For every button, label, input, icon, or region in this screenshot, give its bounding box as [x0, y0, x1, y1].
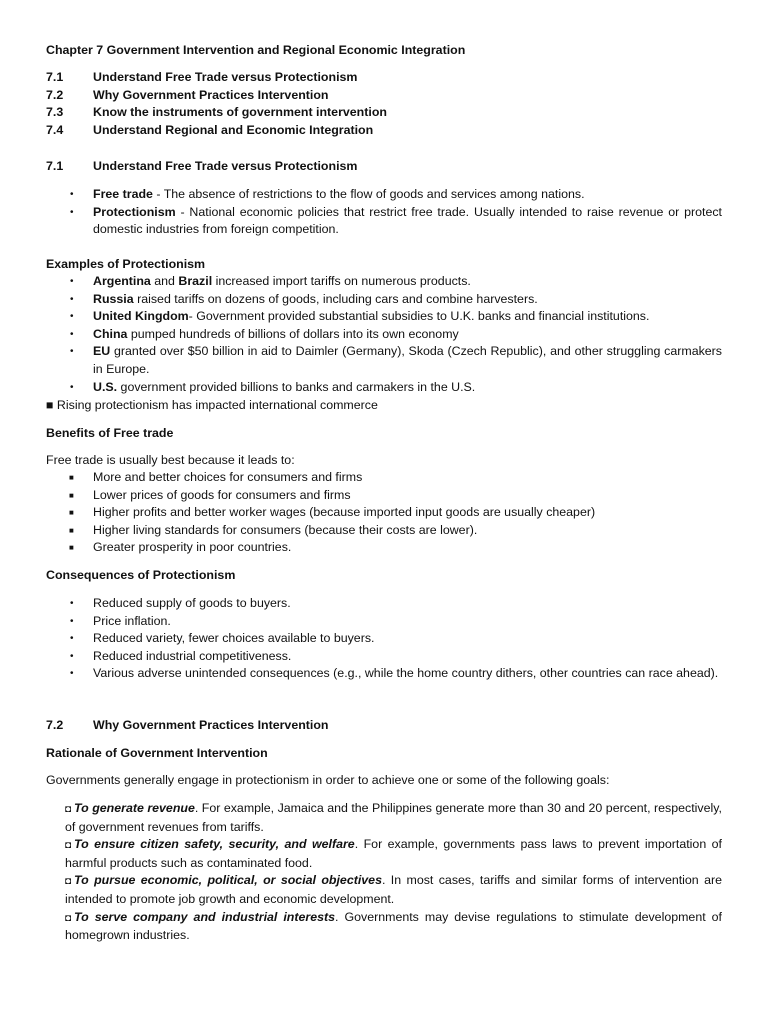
list-item — [46, 273, 722, 291]
example-text: government provided billions to banks and carmakers in the U.S. — [117, 379, 476, 394]
toc-number: 7.4 — [46, 122, 64, 137]
goal-text: . Governments may devise regulations to stimulate development of homegrown industries. — [65, 909, 722, 943]
goal-item — [46, 872, 722, 908]
rising-protectionism-note: ■ Rising protectionism has impacted international commerce — [46, 398, 378, 412]
consequences-heading: Consequences of Protectionism — [46, 568, 236, 582]
goal-text: . For example, governments pass laws to prevent importation of harmful products such as contaminated food. — [65, 837, 722, 870]
list-item: ■ Higher profits and better worker wages (because imported input goods are usually cheaper) — [46, 504, 722, 522]
goal-title: To pursue economic, political, or social objectives — [74, 873, 382, 888]
term-description: - National economic policies that restrict free trade. Usually intended to raise revenue or protect domestic industries from foreign competition. — [93, 204, 722, 237]
list-item: • Reduced variety, fewer choices available to buyers. — [46, 630, 722, 648]
goal-marker-icon: ◘ — [65, 804, 72, 815]
consequences-list — [46, 595, 722, 683]
examples-list — [46, 273, 722, 396]
benefits-intro: Free trade is usually best because it leads to: — [46, 453, 295, 467]
rationale-heading: Rationale of Government Intervention — [46, 746, 268, 760]
country: EU — [93, 344, 111, 359]
toc-text: Understand Regional and Economic Integration — [93, 122, 374, 137]
benefits-heading: Benefits of Free trade — [46, 426, 174, 440]
goal-item — [46, 909, 722, 945]
benefits-list — [46, 469, 722, 557]
list-item: • Various adverse unintended consequences (e.g., while the home country dithers, other countries can race ahead). — [46, 665, 722, 683]
section-7-2-heading — [46, 717, 722, 735]
list-item: ■ Lower prices of goods for consumers and firms — [46, 487, 722, 505]
toc-text: Know the instruments of government intervention — [93, 105, 387, 120]
examples-heading: Examples of Protectionism — [46, 257, 206, 271]
chapter-title: Chapter 7 Government Intervention and Regional Economic Integration — [46, 43, 466, 57]
country: Brazil — [178, 274, 213, 288]
country: China — [93, 326, 128, 341]
goal-title: To serve company and industrial interests — [74, 909, 336, 924]
toc-item — [46, 122, 722, 140]
goal-marker-icon: ◘ — [65, 876, 72, 888]
section-number: 7.1 — [46, 159, 64, 173]
list-item — [46, 204, 722, 239]
goal-text: . For example, Jamaica and the Philippines generate more than 30 and 20 percent, respectively, of government revenues from tariffs. — [65, 801, 722, 834]
goal-marker-icon: ◘ — [65, 912, 72, 924]
section-number: 7.2 — [46, 718, 64, 732]
toc-item — [46, 69, 722, 87]
list-item — [46, 291, 722, 309]
list-item: ■ Greater prosperity in poor countries. — [46, 539, 722, 557]
toc-item — [46, 104, 722, 122]
goal-item — [46, 836, 722, 872]
list-item — [46, 343, 722, 378]
list-item: • Reduced industrial competitiveness. — [46, 648, 722, 666]
table-of-contents — [46, 69, 722, 139]
country: Argentina — [93, 274, 151, 288]
country: Russia — [93, 291, 134, 306]
term: Free trade — [93, 187, 153, 201]
example-text: increased import tariffs on numerous products. — [212, 274, 471, 288]
toc-number: 7.2 — [46, 87, 64, 102]
section-7-1-heading — [46, 158, 722, 176]
goal-marker-icon: ◘ — [65, 840, 72, 852]
goal-item — [46, 800, 722, 836]
country: U.S. — [93, 379, 118, 394]
list-item: ■ Higher living standards for consumers (because their costs are lower). — [46, 522, 722, 540]
toc-item — [46, 87, 722, 105]
section-title: Understand Free Trade versus Protectionism — [93, 159, 358, 173]
toc-number: 7.1 — [46, 70, 64, 84]
list-item: • Price inflation. — [46, 613, 722, 631]
list-item: • Reduced supply of goods to buyers. — [46, 595, 722, 613]
example-text: pumped hundreds of billions of dollars into its own economy — [127, 326, 459, 341]
example-text: - Government provided substantial subsidies to U.K. banks and financial institutions. — [188, 309, 650, 324]
definitions-list — [46, 186, 722, 239]
goal-text: . In most cases, tariffs and similar forms of intervention are intended to promote job growth and economic development. — [65, 873, 722, 906]
toc-text: Understand Free Trade versus Protectionism — [93, 70, 358, 84]
list-item — [46, 308, 722, 326]
example-text: granted over $50 billion in aid to Daimler (Germany), Skoda (Czech Republic), and other struggling carmakers in Europe. — [93, 344, 722, 376]
connector-text: and — [150, 274, 179, 288]
list-item — [46, 186, 722, 204]
goal-title: To ensure citizen safety, security, and welfare — [74, 837, 355, 852]
toc-number: 7.3 — [46, 105, 64, 120]
country: United Kingdom — [93, 309, 189, 324]
term-description: - The absence of restrictions to the flow of goods and services among nations. — [152, 187, 585, 201]
section-title: Why Government Practices Intervention — [93, 718, 329, 732]
list-item — [46, 379, 722, 397]
list-item — [46, 326, 722, 344]
list-item: ■ More and better choices for consumers and firms — [46, 469, 722, 487]
term: Protectionism — [93, 204, 176, 219]
goal-title: To generate revenue — [74, 801, 195, 815]
rationale-intro: Governments generally engage in protectionism in order to achieve one or some of the following goals: — [46, 773, 610, 787]
toc-text: Why Government Practices Intervention — [93, 87, 329, 102]
goals-list — [46, 800, 722, 945]
example-text: raised tariffs on dozens of goods, including cars and combine harvesters. — [133, 291, 538, 306]
